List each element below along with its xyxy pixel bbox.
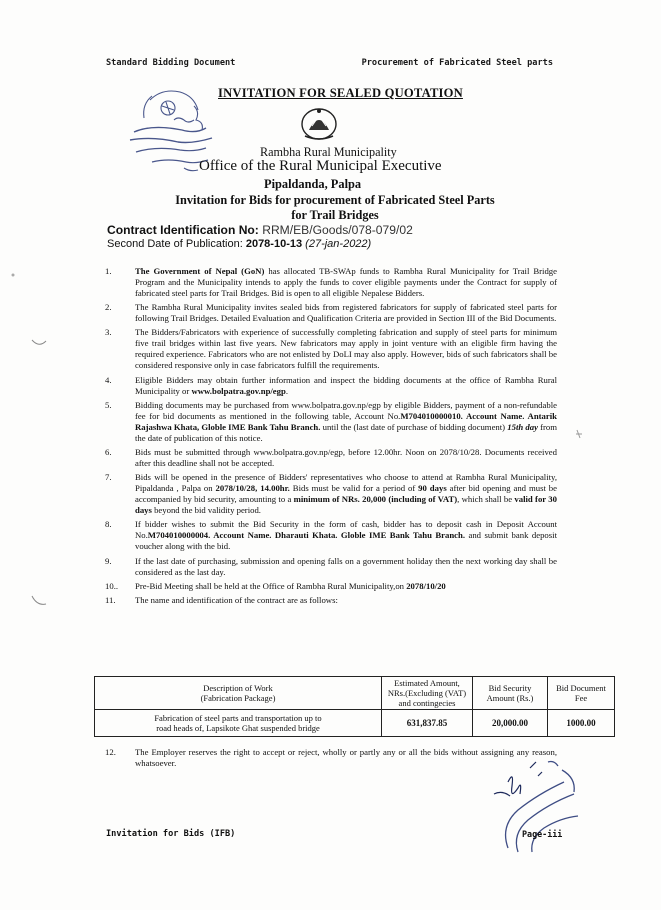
clause-number: 2. [105, 302, 112, 313]
clause-number: 1. [105, 266, 112, 276]
clause-text: The name and identification of the contract are as follows: [135, 594, 338, 605]
clause-text: The Government of Nepal (GoN) [135, 266, 265, 276]
contract-number: RRM/EB/Goods/078-079/02 [262, 223, 413, 237]
clause-text: beyond the bid validity period. [151, 505, 261, 516]
running-header-right: Procurement of Fabricated Steel parts [361, 58, 553, 68]
clause-text: Bidding documents may be purchased from www.bolpatra.gov.np/egp by eligible Bidders, payment of a non-refundable fee for bid documents as mentioned in the following table, Account No. [135, 399, 557, 421]
clause-number: 9. [105, 555, 112, 566]
clause-text: has allocated TB-SWAp funds to Rambha Rural Municipality for Trail Bridge Program and the Municipality intends to apply the funds to cover eligible payments under the Contract for supply of fabricated steel parts for Trail Bridges. Bid is open to all eligible Nepalese Bidders. [135, 266, 558, 298]
running-header-left: Standard Bidding Document [106, 58, 236, 68]
list-item [105, 556, 557, 578]
clause-text: after bid opening and must be accompanied by bid security, amounting to a [135, 483, 558, 505]
clause-text: Pre-Bid Meeting shall be held at the Office of Rambha Rural Municipality,on [135, 580, 407, 591]
clause-text: www.bolpatra.gov.np/egp [191, 385, 286, 396]
footer-left: Invitation for Bids (IFB) [106, 829, 236, 839]
list-item [105, 447, 557, 469]
clause-text: The Bidders/Fabricators with experience of successfully completing fabrication and supply of steel parts for minimum five trail bridges within last five years. New fabricators may apply in joint venture with an eligible firm having the required experience. Fabricators who are not enlisted by DoLI may also apply. However, bids of such fabricators shall be considered responsive only in case fabricators fulfill the requirements. [135, 327, 557, 371]
list-item [105, 375, 557, 397]
clause-text: The Rambha Rural Municipality invites sealed bids from registered fabricators for supply of fabricated steel parts for following Trail Bridges. Detailed Evaluation and Qualification Criteria are provided in Section III of the Bid Documents. [135, 302, 557, 324]
table-header-row [95, 677, 615, 710]
subject-line-2: for Trail Bridges [291, 208, 379, 222]
clause-text: Bids must be submitted through www.bolpatra.gov.np/egp, before 12.00hr. Noon on 2078/10/28. Documents received after this deadline shall not be accepted. [135, 446, 557, 468]
clause-text: minimum of NRs. 20,000 (including of VAT) [293, 494, 458, 505]
list-item [105, 595, 557, 606]
clause-number: 10.. [105, 580, 119, 591]
clause-number: 4. [105, 374, 112, 385]
clause-text: 2078/10/28, 14.00hr. [215, 483, 290, 494]
header-description: Description of Work (Fabrication Package) [95, 677, 382, 710]
clause-number: 8. [105, 519, 112, 530]
list-item [105, 519, 557, 552]
scan-mark [30, 594, 48, 608]
municipality-name: Rambha Rural Municipality [260, 145, 397, 159]
clause-text: 90 days [418, 483, 447, 494]
clause-text: Bids must be valid for a period of [289, 483, 419, 494]
header-bid-security: Bid Security Amount (Rs.) [473, 677, 548, 710]
cell-description: Fabrication of steel parts and transportation up to road heads of, Lapsikote Ghat suspended bridge [95, 710, 382, 737]
scan-mark [8, 270, 18, 280]
cell-estimate: 631,837.85 [382, 710, 473, 737]
list-item [105, 581, 557, 592]
contract-label: Contract Identification No: [107, 223, 259, 237]
clause-text: 2078/10/20 [406, 580, 446, 591]
clause-number: 5. [105, 399, 112, 410]
list-item [105, 472, 557, 516]
notice-clauses [105, 266, 557, 609]
publication-date-english: (27-jan-2022) [305, 238, 372, 250]
signature-stamp [478, 748, 588, 860]
clause-number: 12. [105, 747, 116, 757]
table-row [95, 710, 615, 737]
office-name: Office of the Rural Municipal Executive [199, 158, 442, 174]
clause-text: The Employer reserves the right to accept or reject, wholly or partly any or all the bids without assigning any reason, whatsoever. [135, 747, 557, 768]
contract-table [94, 676, 615, 737]
clause-text: Bids will be opened in the presence of Bidders' representatives who choose to attend at Rambha Rural Municipality, Pipaldanda , Palpa on [135, 472, 557, 494]
clause-text: If bidder wishes to submit the Bid Security in the form of cash, bidder has to deposit cash in Deposit Account No. [135, 519, 557, 541]
list-item [105, 400, 557, 444]
list-item [105, 302, 557, 324]
header-document-fee: Bid Document Fee [548, 677, 615, 710]
list-item [105, 266, 557, 299]
cell-document-fee: 1000.00 [548, 710, 615, 737]
clause-text: , which shall be [457, 494, 515, 505]
clause-text: until the (last date of purchase of bidding document) [320, 421, 508, 432]
subject-line-1: Invitation for Bids for procurement of Fabricated Steel Parts [175, 193, 495, 207]
cell-bid-security: 20,000.00 [473, 710, 548, 737]
nepal-emblem-icon [298, 106, 340, 142]
clause-text: valid for 30 days [135, 494, 557, 516]
header-estimate: Estimated Amount, NRs.(Excluding (VAT) and contingecies [382, 677, 473, 710]
scan-mark [30, 338, 48, 348]
clause-text: If the last date of purchasing, submission and opening falls on a government holiday then the next working day shall be considered as the last day. [135, 555, 557, 577]
clause-text: M704010000010. Account Name. Antarik Rajashwa Khata, Globle IME Bank Tahu Branch. [135, 410, 557, 432]
notice-subject [150, 193, 520, 223]
page-number: Page-iii [522, 829, 563, 839]
document-title: INVITATION FOR SEALED QUOTATION [218, 86, 463, 100]
clause-text: from the date of publication of this notice. [135, 421, 558, 443]
clause-number: 6. [105, 446, 112, 457]
clause-text: . [285, 385, 289, 396]
clause-number: 7. [105, 472, 112, 483]
clause-number: 3. [105, 327, 112, 338]
list-item [105, 327, 557, 371]
clause-number: 11. [105, 594, 116, 605]
publication-date-nepali: 2078-10-13 [245, 238, 303, 250]
clause-text: and submit bank deposit voucher along with the bid. [135, 530, 557, 552]
clause-text: Eligible Bidders may obtain further information and inspect the bidding documents at the office of Rambha Rural Municipality or [135, 374, 557, 396]
publication-label: Second Date of Publication: [107, 238, 243, 250]
scan-mark [574, 428, 584, 440]
office-location: Pipaldanda, Palpa [264, 177, 362, 191]
publication-date [107, 238, 371, 250]
clause-text: 15th day [507, 421, 538, 432]
clause-text: M704010000004. Account Name. Dharauti Khata. Globle IME Bank Tahu Branch. [147, 530, 466, 541]
contract-identification [107, 223, 413, 237]
